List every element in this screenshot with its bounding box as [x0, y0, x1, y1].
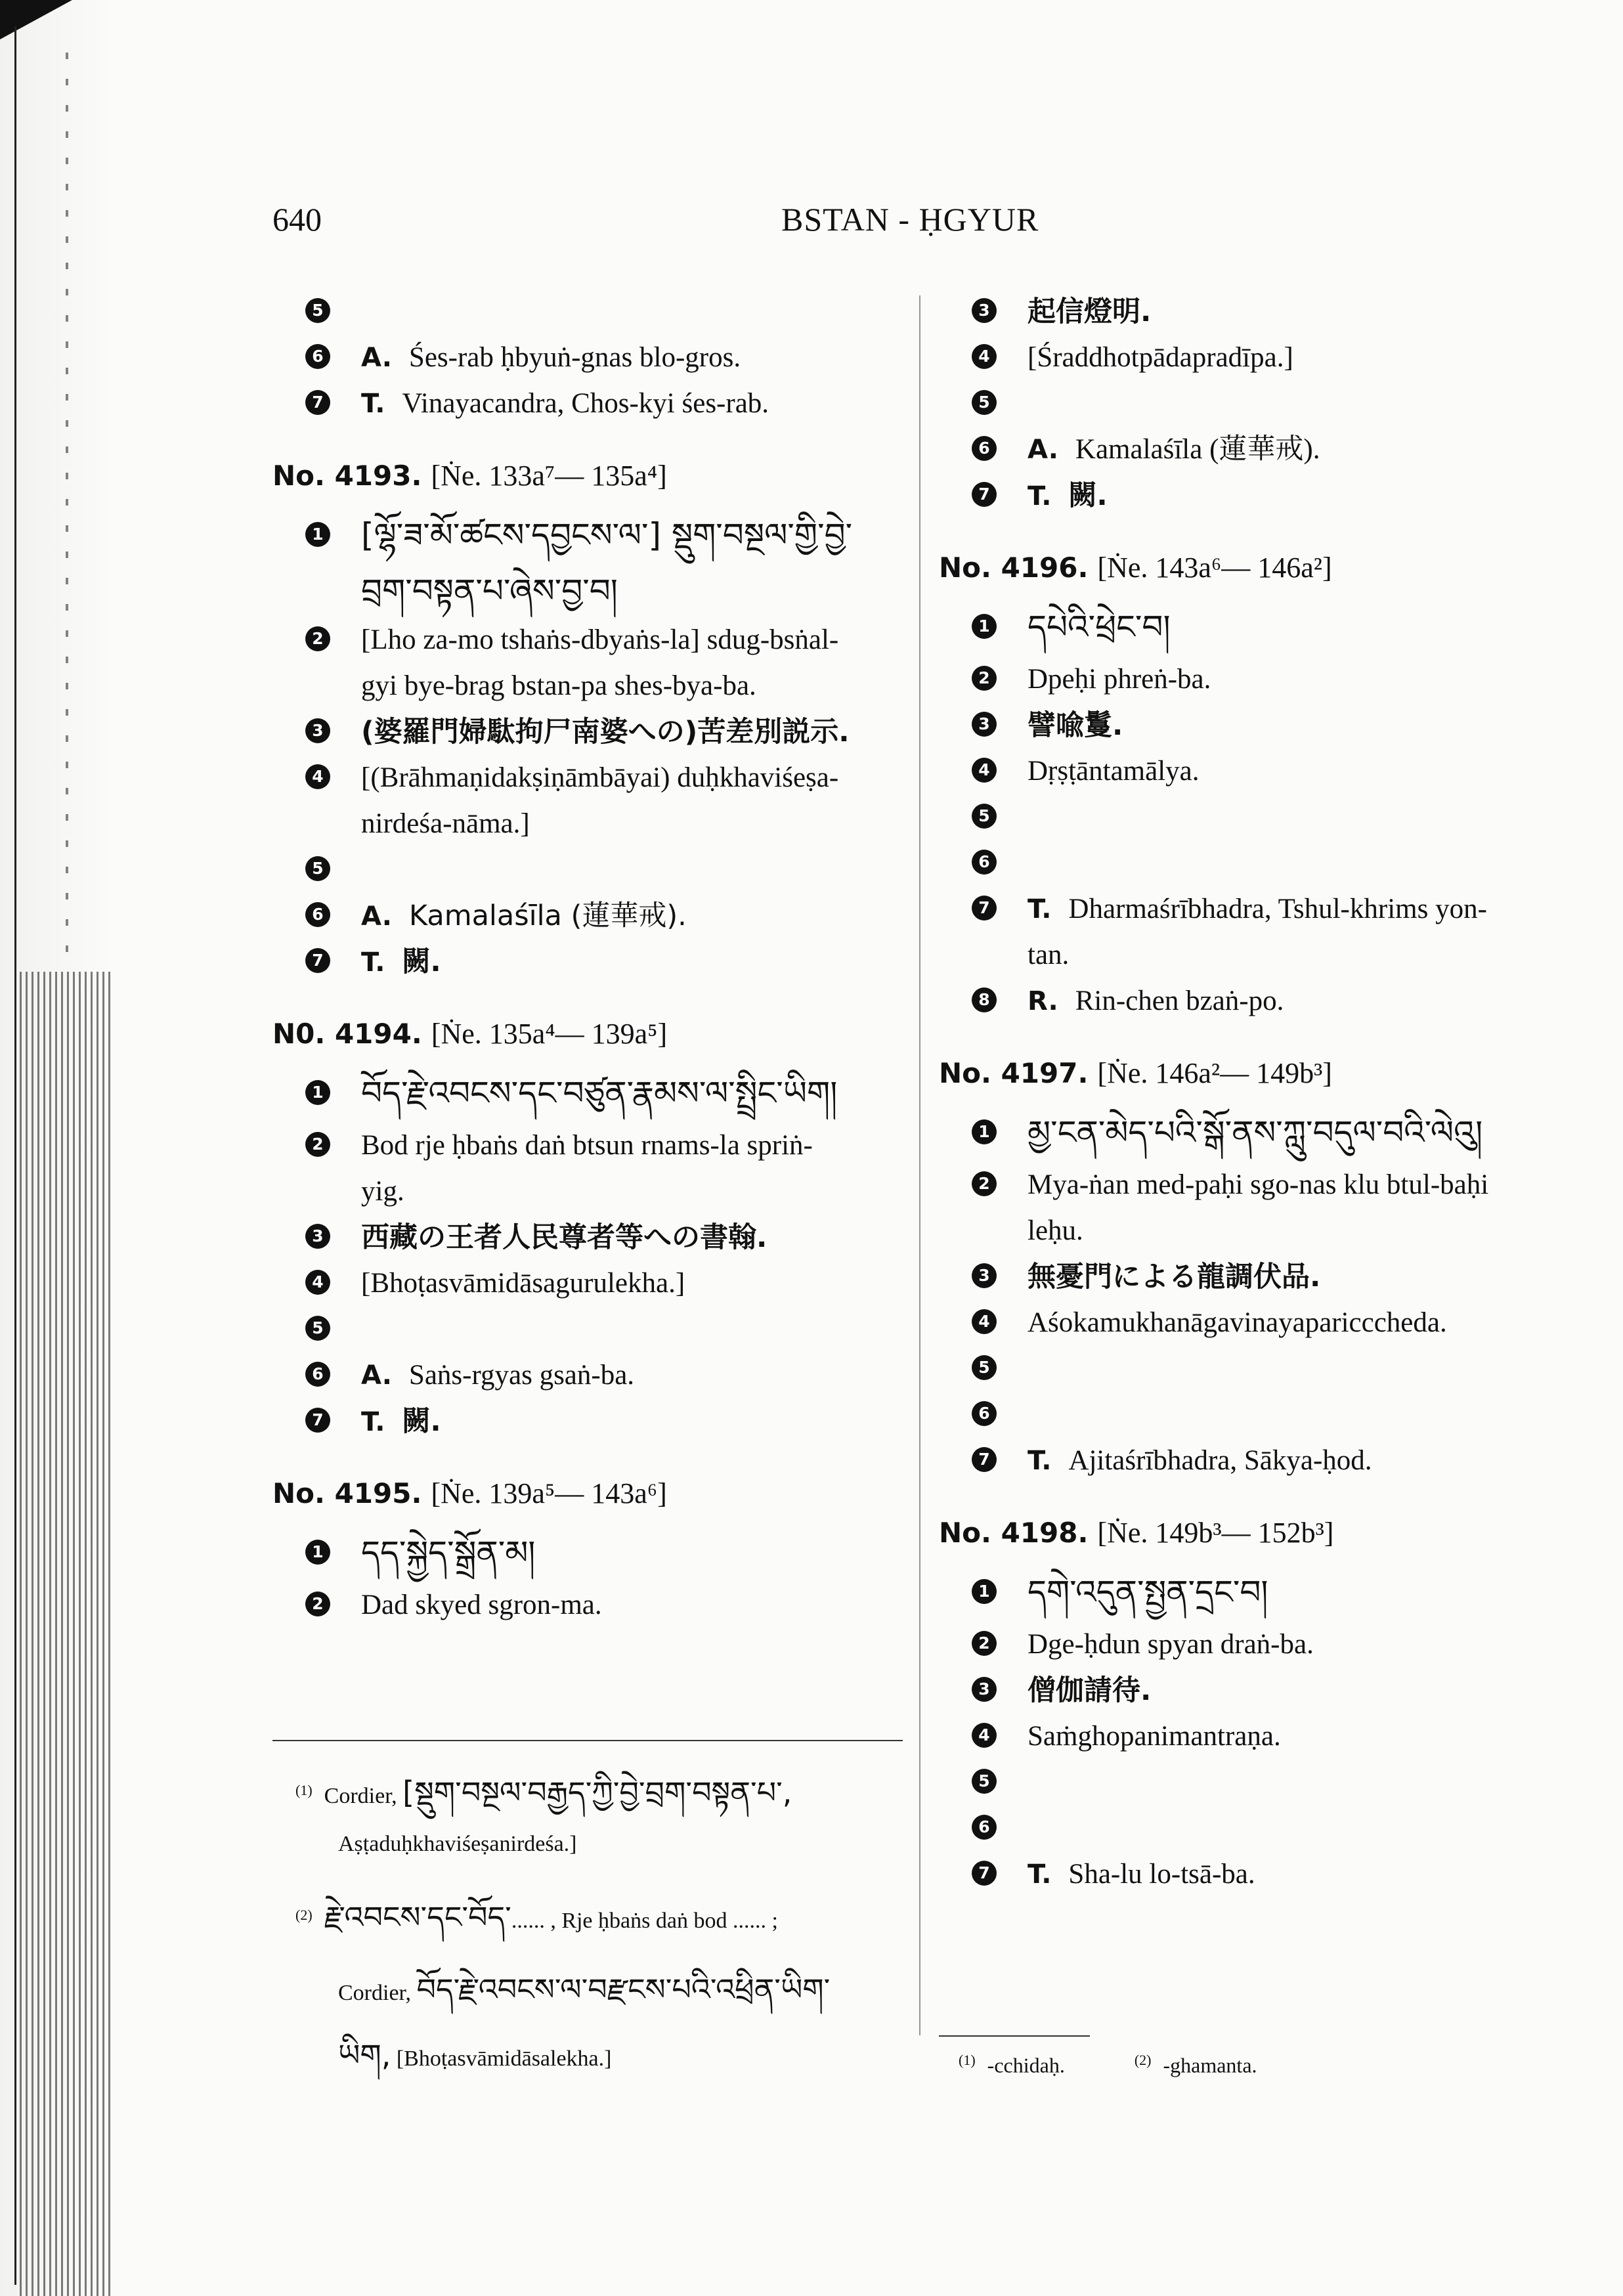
transliteration: Dge-ḥdun spyan draṅ-ba. — [1028, 1629, 1314, 1660]
field-line — [939, 1208, 1576, 1254]
field-line — [939, 657, 1576, 703]
sanskrit-title: [(Brāhmaṇidakṣiṇāmbāyai) duḥkhaviśeṣa- — [361, 762, 839, 793]
field-line — [939, 1254, 1576, 1300]
gutter-binding-stripes — [20, 972, 112, 2296]
transliteration: Dpeḥi phreṅ-ba. — [1028, 664, 1211, 695]
field-number-5: 5 — [972, 1355, 997, 1380]
field-line — [272, 289, 906, 335]
sanskrit-title: Saṁghopanimantraṇa. — [1028, 1721, 1281, 1752]
field-line — [272, 335, 906, 381]
field-number-2: 2 — [972, 1631, 997, 1656]
author-tag: A. — [361, 343, 392, 373]
transliteration-cont: yig. — [361, 1176, 404, 1207]
transliteration: Dad skyed sgron-ma. — [361, 1590, 602, 1620]
field-number-6: 6 — [972, 850, 997, 875]
left-column — [272, 289, 906, 1628]
field-number-5: 5 — [305, 298, 330, 323]
field-number-4: 4 — [972, 758, 997, 783]
transliteration-cont: gyi bye-brag bstan-pa shes-bya-ba. — [361, 670, 756, 701]
field-line — [272, 1398, 906, 1444]
field-number-4: 4 — [305, 1270, 330, 1295]
field-line — [939, 703, 1576, 748]
footnote-mark: (2) — [295, 1906, 313, 1923]
field-number-1: 1 — [305, 1080, 330, 1105]
entry-reference: [Ṅe. 143a⁶— 146a²] — [1097, 552, 1332, 584]
tibetan-title: བོད་རྗེ་འབངས་དང་བཙུན་རྣམས་ལ་སྤྲིང་ཡིག། — [361, 1074, 838, 1112]
entry-number: No. 4198. — [939, 1517, 1089, 1549]
field-line — [272, 893, 906, 939]
field-number-7: 7 — [305, 1408, 330, 1433]
field-number-1: 1 — [305, 522, 330, 547]
field-number-4: 4 — [972, 344, 997, 369]
field-line — [939, 1622, 1576, 1668]
page-header — [0, 200, 1623, 240]
right-column — [939, 289, 1576, 1897]
entry-reference: [Ṅe. 139a⁵— 143a⁶] — [431, 1477, 667, 1509]
field-number-6: 6 — [305, 344, 330, 369]
field-line — [272, 755, 906, 801]
field-line — [272, 1523, 906, 1582]
field-line — [272, 1169, 906, 1215]
footnote-mark: (1) — [295, 1781, 313, 1798]
field-number-5: 5 — [972, 1769, 997, 1794]
transliteration: [Lho za-mo tshaṅs-dbyaṅs-la] sdug-bsṅal- — [361, 624, 839, 655]
field-line — [939, 1392, 1576, 1438]
field-number-6: 6 — [972, 1401, 997, 1426]
footnote-rule-right — [939, 2035, 1090, 2037]
footnote-tibetan: ཡིག, — [338, 2037, 391, 2073]
field-number-6: 6 — [972, 436, 997, 461]
footnote-1-cont — [338, 1832, 577, 1857]
japanese-title: (婆羅門婦駄拘尸南婆への)苦差別説示. — [361, 716, 850, 748]
gutter-edge-line — [14, 26, 16, 2285]
entry-number: N0. 4194. — [272, 1018, 422, 1050]
field-number-7: 7 — [305, 948, 330, 973]
field-number-3: 3 — [972, 1677, 997, 1702]
field-line — [272, 847, 906, 893]
field-line — [939, 932, 1576, 978]
field-number-3: 3 — [305, 718, 330, 743]
footnote-tibetan: བོད་རྗེ་འབངས་ལ་བརྫངས་པའི་འཕྲིན་ཡིག་ — [416, 1972, 831, 2007]
footnote-text: ...... , Rje ḥbaṅs daṅ bod ...... ; — [511, 1909, 778, 1933]
field-line — [939, 886, 1576, 932]
translator-tag: T. — [1028, 894, 1052, 924]
translator-tag: T. — [361, 1407, 385, 1437]
field-line — [939, 381, 1576, 427]
entry-reference: [Ṅe. 146a²— 149b³] — [1097, 1057, 1332, 1089]
field-number-5: 5 — [972, 804, 997, 829]
field-line — [939, 840, 1576, 886]
japanese-title: 僧伽請待. — [1028, 1674, 1152, 1707]
page-number: 640 — [272, 201, 322, 238]
field-number-7: 7 — [972, 1447, 997, 1472]
author-text: Śes-rab ḥbyuṅ-gnas blo-gros. — [408, 342, 741, 373]
page-gutter — [0, 0, 115, 2296]
translator-text: Ajitaśrībhadra, Sākya-ḥod. — [1068, 1445, 1372, 1476]
sanskrit-title: Dṛṣṭāntamālya. — [1028, 756, 1200, 787]
entry-heading-4195 — [272, 1464, 906, 1523]
author-text: Kamalaśīla (蓮華戒). — [1075, 434, 1320, 465]
entry-heading-4196 — [939, 538, 1576, 597]
tibetan-title: དགེ་འདུན་སྤྱན་དྲང་བ། — [1028, 1573, 1268, 1611]
author-text: Saṅs-rgyas gsaṅ-ba. — [408, 1360, 635, 1391]
field-number-4: 4 — [972, 1309, 997, 1334]
field-line — [272, 506, 906, 565]
japanese-title: 譬喩鬘. — [1028, 709, 1123, 742]
field-line — [939, 289, 1576, 335]
entry-heading-4193 — [272, 446, 906, 506]
field-line — [272, 709, 906, 755]
field-line — [939, 597, 1576, 657]
field-line — [272, 939, 906, 985]
entry-reference: [Ṅe. 149b³— 152b³] — [1097, 1517, 1334, 1549]
author-tag: A. — [1028, 435, 1058, 465]
translator-tag: T. — [1028, 1446, 1052, 1476]
field-line — [939, 1438, 1576, 1484]
field-line — [272, 381, 906, 427]
transliteration: Bod rje ḥbaṅs daṅ btsun rnams-la spriṅ- — [361, 1130, 813, 1161]
translator-text: Dharmaśrībhadra, Tshul-khrims yon- — [1068, 894, 1487, 924]
author-tag: A. — [361, 901, 392, 932]
entry-number: No. 4195. — [272, 1477, 422, 1509]
translator-tag: T. — [361, 389, 385, 419]
footnote-tibetan: [སྡུག་བསྔལ་བརྒྱད་ཀྱི་བྱེ་བྲག་བསྟན་པ་, — [402, 1775, 792, 1810]
field-number-2: 2 — [305, 1592, 330, 1616]
field-number-8: 8 — [972, 987, 997, 1012]
field-line — [939, 978, 1576, 1024]
entry-number: No. 4193. — [272, 460, 422, 492]
footnote-mark: (1) — [959, 2052, 976, 2068]
field-line — [939, 1162, 1576, 1208]
reviser-text: Rin-chen bzaṅ-po. — [1075, 986, 1284, 1016]
field-line — [939, 473, 1576, 519]
sanskrit-title: [Bhoṭasvāmidāsagurulekha.] — [361, 1268, 685, 1299]
field-line — [272, 1307, 906, 1353]
field-number-2: 2 — [972, 666, 997, 691]
field-line — [272, 1582, 906, 1628]
field-line — [272, 1064, 906, 1123]
translator-text: 闕. — [402, 945, 441, 978]
japanese-title: 西藏の王者人民尊者等への書翰. — [361, 1221, 768, 1254]
field-line — [272, 565, 906, 617]
field-number-4: 4 — [305, 764, 330, 789]
field-number-6: 6 — [305, 1362, 330, 1387]
author-tag: A. — [361, 1360, 392, 1391]
author-text: Kamalaśīla (蓮華戒). — [408, 899, 687, 932]
footnote-text: -cchidaḥ. — [987, 2053, 1065, 2077]
field-line — [272, 1261, 906, 1307]
entry-number: No. 4197. — [939, 1057, 1089, 1089]
field-number-5: 5 — [305, 856, 330, 881]
translator-text: Vinayacandra, Chos-kyi śes-rab. — [402, 388, 769, 419]
tibetan-title: དཔེའི་ཕྲེང་བ། — [1028, 608, 1171, 646]
entry-heading-4197 — [939, 1044, 1576, 1103]
entry-reference: [Ṅe. 135a⁴— 139a⁵] — [431, 1018, 668, 1050]
field-line — [272, 1215, 906, 1261]
field-number-6: 6 — [305, 902, 330, 927]
translator-text: 闕. — [1068, 479, 1108, 512]
field-number-6: 6 — [972, 1815, 997, 1840]
field-line — [939, 1852, 1576, 1897]
field-number-5: 5 — [972, 390, 997, 415]
sanskrit-title-cont: nirdeśa-nāma.] — [361, 808, 530, 839]
translator-text: 闕. — [402, 1405, 441, 1438]
field-number-3: 3 — [972, 712, 997, 737]
field-line — [939, 1668, 1576, 1714]
field-number-7: 7 — [972, 896, 997, 921]
tibetan-title: དད་སྐྱེད་སྒྲོན་མ། — [361, 1534, 536, 1572]
field-line — [272, 617, 906, 663]
field-number-3: 3 — [972, 298, 997, 323]
field-number-1: 1 — [305, 1540, 330, 1565]
field-number-3: 3 — [972, 1263, 997, 1288]
field-line — [939, 794, 1576, 840]
footnote-right — [959, 2052, 1257, 2078]
field-line — [939, 1300, 1576, 1346]
footnote-rule-left — [272, 1740, 903, 1741]
field-number-7: 7 — [972, 482, 997, 507]
field-number-1: 1 — [972, 614, 997, 639]
translator-tag: T. — [1028, 481, 1052, 511]
transliteration: Mya-ṅan med-paḥi sgo-nas klu btul-baḥi — [1028, 1169, 1489, 1200]
field-line — [272, 1123, 906, 1169]
field-number-3: 3 — [305, 1224, 330, 1249]
field-number-1: 1 — [972, 1119, 997, 1144]
field-line — [939, 1563, 1576, 1622]
field-number-7: 7 — [305, 390, 330, 415]
footnote-text: Aṣṭaduḥkhaviśeṣanirdeśa.] — [338, 1832, 577, 1856]
translator-tag: T. — [1028, 1859, 1052, 1890]
field-number-2: 2 — [972, 1171, 997, 1196]
translator-text-cont: tan. — [1028, 940, 1070, 970]
tibetan-title: [ལྷོ་ཟ་མོ་ཚངས་དབྱངས་ལ་] སྡུག་བསྔལ་གྱི་བྱེ་ — [361, 516, 853, 554]
footnote-text: Cordier, — [338, 1981, 411, 2005]
tibetan-title: མྱ་ངན་མེད་པའི་སྒོ་ནས་ཀླུ་བདུལ་བའི་ལེའུ། — [1028, 1114, 1483, 1152]
sanskrit-title: Aśokamukhanāgavinayaparicccheda. — [1028, 1307, 1447, 1338]
field-line — [939, 1346, 1576, 1392]
field-line — [272, 663, 906, 709]
field-line — [272, 1353, 906, 1398]
field-number-1: 1 — [972, 1579, 997, 1604]
gutter-corner-mark — [0, 0, 72, 39]
entry-reference: [Ṅe. 133a⁷— 135a⁴] — [431, 460, 667, 492]
field-number-5: 5 — [305, 1316, 330, 1341]
field-line — [272, 801, 906, 847]
reviser-tag: R. — [1028, 986, 1058, 1016]
entry-heading-4194 — [272, 1005, 906, 1064]
running-title: BSTAN - ḤGYUR — [781, 201, 1039, 238]
transliteration-cont: leḥu. — [1028, 1215, 1083, 1246]
field-number-4: 4 — [972, 1723, 997, 1748]
footnote-text: -ghamanta. — [1163, 2053, 1257, 2077]
field-line — [939, 748, 1576, 794]
footnote-tibetan: རྗེ་འབངས་དང་བོད་ — [324, 1899, 511, 1935]
field-line — [939, 427, 1576, 473]
field-line — [939, 1806, 1576, 1852]
field-line — [939, 1760, 1576, 1806]
field-line — [939, 335, 1576, 381]
translator-text: Sha-lu lo-tsā-ba. — [1068, 1859, 1255, 1890]
entry-heading-4198 — [939, 1504, 1576, 1563]
footnote-text: Cordier, — [324, 1784, 397, 1808]
entry-number: No. 4196. — [939, 552, 1089, 584]
field-number-2: 2 — [305, 1132, 330, 1157]
sanskrit-title: [Śraddhotpādapradīpa.] — [1028, 342, 1293, 373]
gutter-dashes — [66, 53, 68, 972]
japanese-title: 無憂門による龍調伏品. — [1028, 1261, 1321, 1293]
footnote-2-cont2 — [338, 2022, 611, 2107]
field-number-2: 2 — [305, 626, 330, 651]
field-line — [939, 1103, 1576, 1162]
translator-tag: T. — [361, 947, 385, 978]
column-divider — [919, 295, 920, 2035]
tibetan-title-cont: བྲག་བསྟན་པ་ཞེས་བྱ་བ། — [361, 572, 618, 610]
japanese-title: 起信燈明. — [1028, 295, 1152, 328]
field-line — [939, 1714, 1576, 1760]
footnote-text: [Bhoṭasvāmidāsalekha.] — [396, 2047, 612, 2071]
field-number-7: 7 — [972, 1861, 997, 1886]
footnote-mark: (2) — [1134, 2052, 1152, 2068]
